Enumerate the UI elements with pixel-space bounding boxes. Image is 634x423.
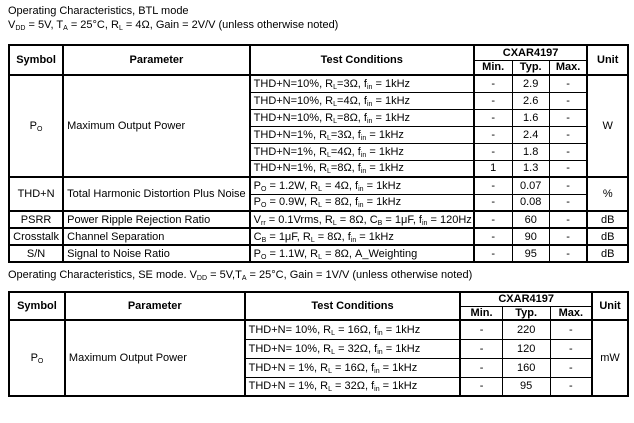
min-value-cell: - <box>474 92 512 109</box>
max-value-cell: - <box>549 211 587 228</box>
table-row <box>9 228 628 245</box>
typ-value-cell: 90 <box>512 228 549 245</box>
se-table-body <box>9 320 628 396</box>
typ-value-cell: 2.4 <box>512 126 549 143</box>
column-header-symbol: Symbol <box>9 45 63 75</box>
max-value-cell: - <box>550 358 592 377</box>
test-condition-cell: THD+N = 1%, $R_L = 32\Omega$, $f_{in} = 1kHz$ <box>245 377 461 396</box>
column-header-device-name: CXAR4197 <box>460 292 592 306</box>
symbol-cell: THD+N <box>9 177 63 211</box>
test-condition-cell: $P_O = 1.1W$, $R_L = 8\Omega$, A_Weighting <box>250 245 474 262</box>
min-value-cell: - <box>474 75 512 92</box>
test-condition-cell: THD+N = 1%, $R_L = 16\Omega$, $f_{in} = 1kHz$ <box>245 358 461 377</box>
max-value-cell: - <box>549 245 587 262</box>
unit-cell: % <box>587 177 628 211</box>
column-header-parameter: Parameter <box>63 45 250 75</box>
min-value-cell: - <box>474 245 512 262</box>
min-value-cell: - <box>474 126 512 143</box>
column-header-device-name: CXAR4197 <box>474 45 588 60</box>
typ-value-cell: 1.3 <box>512 160 549 177</box>
typ-value-cell: 160 <box>502 358 550 377</box>
column-header-test-conditions: Test Conditions <box>245 292 461 320</box>
test-condition-cell: $C_B = 1\mu F$, $R_L = 8\Omega$, $f_{in} = 1kHz$ <box>250 228 474 245</box>
symbol-cell: S/N <box>9 245 63 262</box>
column-header-typ: Typ. <box>502 306 550 320</box>
unit-cell: dB <box>587 245 628 262</box>
test-condition-cell: THD+N=1%, $R_L=4\Omega$, $f_{in} = 1kHz$ <box>250 143 474 160</box>
typ-value-cell: 0.07 <box>512 177 549 194</box>
table-row <box>9 211 628 228</box>
column-header-min: Min. <box>474 60 512 75</box>
typ-value-cell: 0.08 <box>512 194 549 211</box>
max-value-cell: - <box>550 339 592 358</box>
table-row <box>9 75 628 92</box>
test-condition-cell: $P_O = 0.9W$, $R_L = 8\Omega$, $f_{in} = 1kHz$ <box>250 194 474 211</box>
min-value-cell: 1 <box>474 160 512 177</box>
column-header-typ: Typ. <box>512 60 549 75</box>
table-row <box>9 177 628 194</box>
min-value-cell: - <box>474 109 512 126</box>
symbol-cell: $P_O$ <box>9 320 65 396</box>
column-header-symbol: Symbol <box>9 292 65 320</box>
test-condition-cell: THD+N= 10%, $R_L = 32\Omega$, $f_{in} = 1kHz$ <box>245 339 461 358</box>
typ-value-cell: 95 <box>512 245 549 262</box>
symbol-cell: PSRR <box>9 211 63 228</box>
unit-cell: dB <box>587 211 628 228</box>
typ-value-cell: 220 <box>502 320 550 339</box>
max-value-cell: - <box>549 160 587 177</box>
btl-section-conditions: $V_{DD} = 5V$, $T_A = 25^\circ C$, $R_L = 4\Omega$, Gain = 2V/V (unless otherwise noted) <box>8 19 339 32</box>
parameter-cell: Maximum Output Power <box>63 75 250 177</box>
column-header-unit: Unit <box>592 292 628 320</box>
column-header-parameter: Parameter <box>65 292 245 320</box>
btl-table-header <box>9 45 628 75</box>
column-header-max: Max. <box>550 306 592 320</box>
min-value-cell: - <box>474 194 512 211</box>
max-value-cell: - <box>549 109 587 126</box>
unit-cell: dB <box>587 228 628 245</box>
column-header-test-conditions: Test Conditions <box>250 45 474 75</box>
max-value-cell: - <box>549 75 587 92</box>
min-value-cell: - <box>474 228 512 245</box>
unit-cell: W <box>587 75 628 177</box>
typ-value-cell: 1.8 <box>512 143 549 160</box>
parameter-cell: Power Ripple Rejection Ratio <box>63 211 250 228</box>
max-value-cell: - <box>550 320 592 339</box>
test-condition-cell: THD+N= 10%, $R_L = 16\Omega$, $f_{in} = 1kHz$ <box>245 320 461 339</box>
max-value-cell: - <box>550 377 592 396</box>
test-condition-cell: $V_{rr}$ = 0.1Vrms, $R_L = 8\Omega$, $C_B = 1\mu F$, $f_{in} = 120Hz$ <box>250 211 474 228</box>
typ-value-cell: 1.6 <box>512 109 549 126</box>
table-row <box>9 320 628 339</box>
typ-value-cell: 60 <box>512 211 549 228</box>
typ-value-cell: 2.9 <box>512 75 549 92</box>
max-value-cell: - <box>549 126 587 143</box>
min-value-cell: - <box>460 377 502 396</box>
parameter-cell: Maximum Output Power <box>65 320 245 396</box>
test-condition-cell: THD+N=1%, $R_L=8\Omega$, $f_{in} = 1kHz$ <box>250 160 474 177</box>
max-value-cell: - <box>549 194 587 211</box>
max-value-cell: - <box>549 177 587 194</box>
min-value-cell: - <box>460 320 502 339</box>
max-value-cell: - <box>549 228 587 245</box>
unit-cell: mW <box>592 320 628 396</box>
typ-value-cell: 2.6 <box>512 92 549 109</box>
table-row <box>9 245 628 262</box>
column-header-max: Max. <box>549 60 587 75</box>
symbol-cell: Crosstalk <box>9 228 63 245</box>
se-table-header <box>9 292 628 320</box>
max-value-cell: - <box>549 143 587 160</box>
btl-characteristics-table <box>8 44 629 263</box>
test-condition-cell: THD+N=1%, $R_L=3\Omega$, $f_{in} = 1kHz$ <box>250 126 474 143</box>
symbol-cell: $P_O$ <box>9 75 63 177</box>
min-value-cell: - <box>474 177 512 194</box>
test-condition-cell: THD+N=10%, $R_L=8\Omega$, $f_{in} = 1kHz$ <box>250 109 474 126</box>
min-value-cell: - <box>460 339 502 358</box>
se-section-title: Operating Characteristics, SE mode. $V_{DD} = 5V,T_A = 25^\circ C$, Gain = 1V/V (unless otherwise noted) <box>8 269 473 282</box>
typ-value-cell: 120 <box>502 339 550 358</box>
column-header-unit: Unit <box>587 45 628 75</box>
btl-table-body <box>9 75 628 262</box>
parameter-cell: Channel Separation <box>63 228 250 245</box>
min-value-cell: - <box>474 211 512 228</box>
test-condition-cell: THD+N=10%, $R_L=3\Omega$, $f_{in} = 1kHz$ <box>250 75 474 92</box>
max-value-cell: - <box>549 92 587 109</box>
se-characteristics-table <box>8 291 629 397</box>
column-header-min: Min. <box>460 306 502 320</box>
parameter-cell: Signal to Noise Ratio <box>63 245 250 262</box>
typ-value-cell: 95 <box>502 377 550 396</box>
min-value-cell: - <box>460 358 502 377</box>
parameter-cell: Total Harmonic Distortion Plus Noise <box>63 177 250 211</box>
btl-section-title: Operating Characteristics, BTL mode <box>8 5 189 17</box>
min-value-cell: - <box>474 143 512 160</box>
test-condition-cell: THD+N=10%, $R_L=4\Omega$, $f_{in} = 1kHz$ <box>250 92 474 109</box>
test-condition-cell: $P_O = 1.2W$, $R_L = 4\Omega$, $f_{in} = 1kHz$ <box>250 177 474 194</box>
